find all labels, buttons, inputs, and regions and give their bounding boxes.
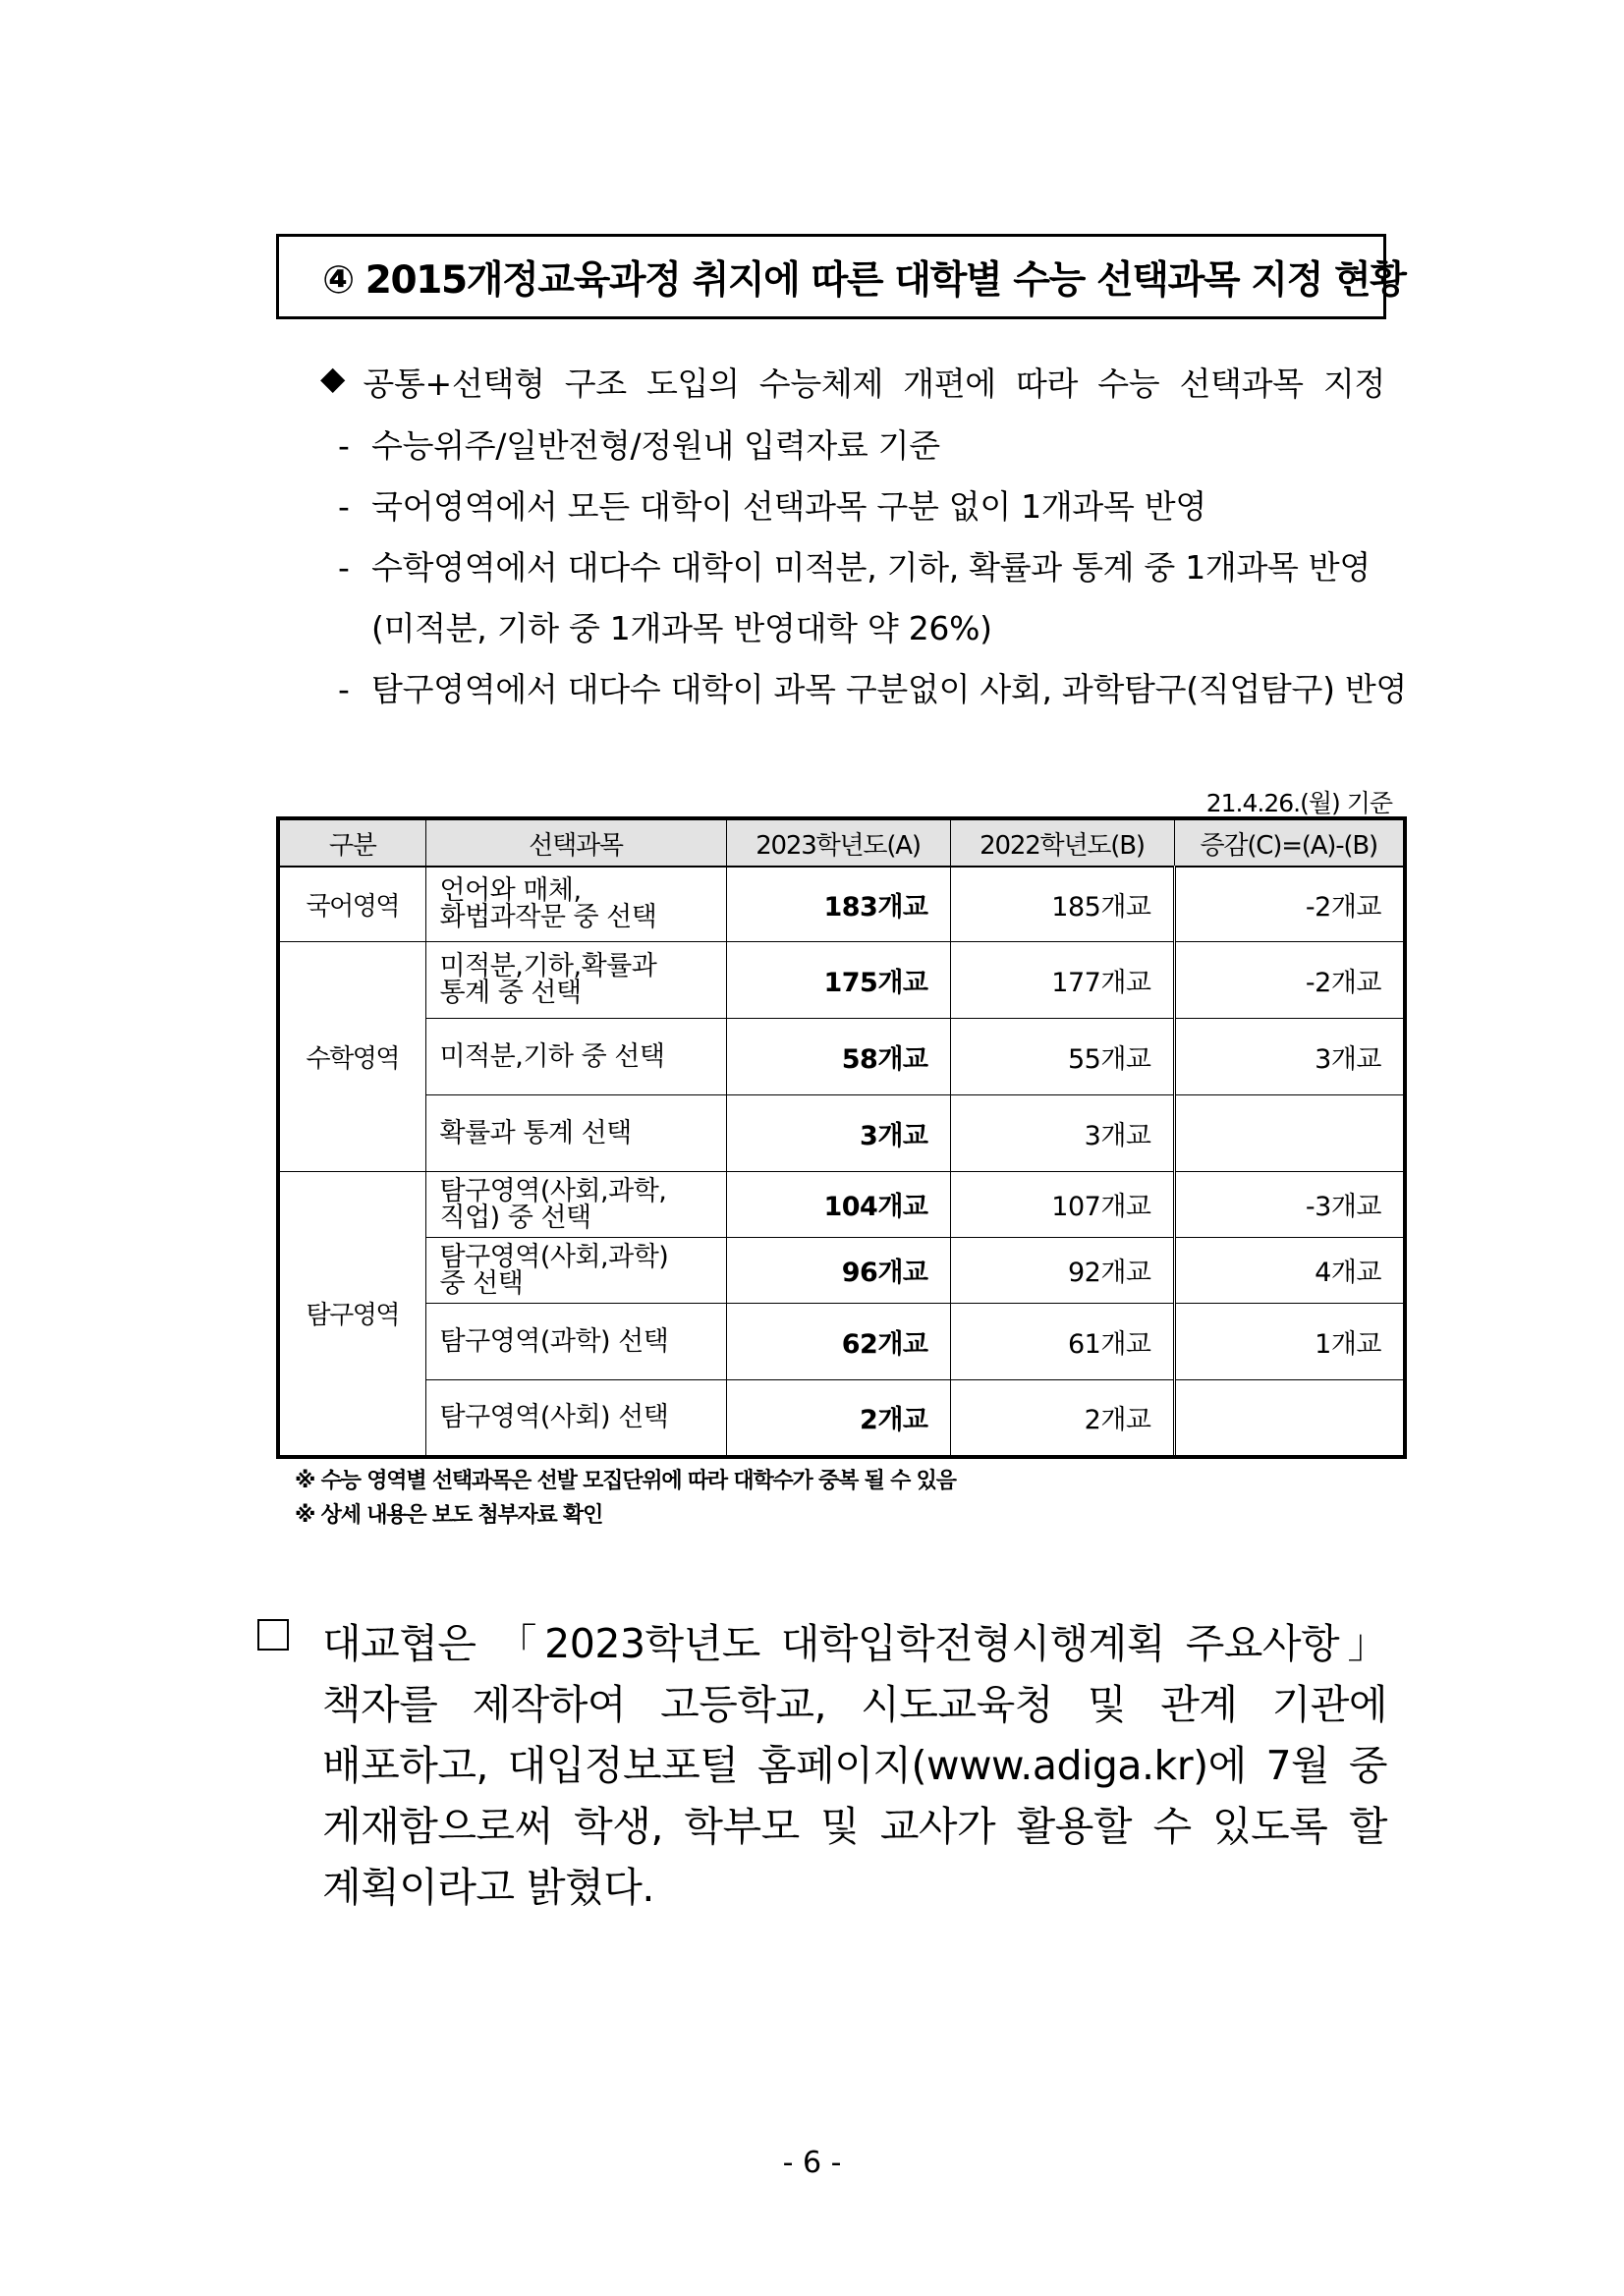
main-bullet [320,359,1385,405]
count-diff [1174,1379,1405,1457]
table-footnote: ※ 수능 영역별 선택과목은 선발 모집단위에 따라 대학수가 중복 될 수 있음 [295,1469,956,1493]
paragraph-line: 배포하고, 대입정보포털 홈페이지(www.adiga.kr)에 7월 중 [322,1742,1387,1789]
header-2022: 2022학년도(B) [950,818,1174,867]
subject-cell [425,1237,726,1303]
count-2022: 55개교 [950,1018,1174,1094]
count-2023: 104개교 [726,1171,950,1237]
header-diff: 증감(C)=(A)-(B) [1174,818,1405,867]
header-subject: 선택과목 [425,818,726,867]
sub-bullet [338,481,1206,528]
count-diff [1174,1094,1405,1171]
subject-cell: 미적분,기하 중 선택 [425,1018,726,1094]
table-row [278,941,1405,1018]
page-number: - 6 - [782,2146,842,2180]
dash-bullet: - [338,670,350,708]
area-korean: 국어영역 [278,867,425,941]
area-math: 수학영역 [278,941,425,1171]
count-2022: 2개교 [950,1379,1174,1457]
paragraph-line: 계획이라고 밝혔다. [322,1864,654,1911]
sub-bullet [338,664,1407,710]
count-2022: 3개교 [950,1094,1174,1171]
header-category: 구분 [278,818,425,867]
count-2023: 96개교 [726,1237,950,1303]
count-diff: -3개교 [1174,1171,1405,1237]
subject-line: 중 선택 [439,1267,524,1299]
table-header-row [278,818,1405,867]
subject-line: 미적분,기하,확률과 [439,951,657,981]
section-title: ④ 2015개정교육과정 취지에 따른 대학별 수능 선택과목 지정 현황 [322,257,1406,303]
sub-bullet-text: 수학영역에서 대다수 대학이 미적분, 기하, 확률과 통계 중 1개과목 반영 [371,548,1371,587]
count-2023: 2개교 [726,1379,950,1457]
table-row [278,1237,1405,1303]
table-row [278,1303,1405,1379]
sub-bullet-text: (미적분, 기하 중 1개과목 반영대학 약 26%) [371,609,992,647]
count-diff: 1개교 [1174,1303,1405,1379]
count-2023: 183개교 [726,867,950,941]
count-diff: 3개교 [1174,1018,1405,1094]
sub-bullet [338,420,940,467]
section-title-box [276,234,1406,319]
paragraph-line: 대교협은 「2023학년도 대학입학전형시행계획 주요사항」 [322,1620,1387,1667]
table-basis-note: 21.4.26.(월) 기준 [1205,789,1392,817]
subject-line: 통계 중 선택 [439,978,582,1008]
count-diff: -2개교 [1174,941,1405,1018]
sub-bullet-text: 수능위주/일반전형/정원내 입력자료 기준 [371,426,940,465]
table-row [278,867,1405,941]
dash-bullet: - [338,426,350,465]
dash-bullet: - [338,548,350,587]
paragraph-line: 책자를 제작하여 고등학교, 시도교육청 및 관계 기관에 [322,1681,1387,1728]
header-2023: 2023학년도(A) [726,818,950,867]
table-footnote: ※ 상세 내용은 보도 첨부자료 확인 [295,1503,603,1528]
subject-cell [425,867,726,941]
subject-line: 탐구영역(사회,과학) [439,1241,669,1272]
sub-bullet [338,542,1371,588]
table-row [278,1171,1405,1237]
count-2023: 58개교 [726,1018,950,1094]
subject-cell: 탐구영역(과학) 선택 [425,1303,726,1379]
sub-bullet-text: 국어영역에서 모든 대학이 선택과목 구분 없이 1개과목 반영 [371,487,1206,526]
subject-line: 언어와 매체, [439,875,582,907]
count-2022: 107개교 [950,1171,1174,1237]
area-inquiry: 탐구영역 [278,1171,425,1457]
table-row [278,1379,1405,1457]
subject-cell: 확률과 통계 선택 [425,1094,726,1171]
table-row [278,1018,1405,1094]
count-2023: 62개교 [726,1303,950,1379]
subject-cell [425,1171,726,1237]
count-2022: 92개교 [950,1237,1174,1303]
count-2022: 185개교 [950,867,1174,941]
subject-cell [425,941,726,1018]
diamond-bullet-icon: ◆ [320,359,346,397]
paragraph-line: 게재함으로써 학생, 학부모 및 교사가 활용할 수 있도록 할 [322,1803,1387,1850]
count-2022: 61개교 [950,1303,1174,1379]
count-2023: 175개교 [726,941,950,1018]
sub-bullet-continuation [371,603,992,649]
count-2022: 177개교 [950,941,1174,1018]
dash-bullet: - [338,487,350,526]
sub-bullet-text: 탐구영역에서 대다수 대학이 과목 구분없이 사회, 과학탐구(직업탐구) 반영 [371,670,1408,708]
subject-cell: 탐구영역(사회) 선택 [425,1379,726,1457]
main-bullet-text: 공통+선택형 구조 도입의 수능체제 개편에 따라 수능 선택과목 지정 [363,364,1385,403]
square-bullet-icon [257,1619,289,1651]
count-diff: -2개교 [1174,867,1405,941]
count-2023: 3개교 [726,1094,950,1171]
count-diff: 4개교 [1174,1237,1405,1303]
subject-line: 직업) 중 선택 [439,1202,591,1233]
selection-subject-table [276,816,1407,1459]
table-row [278,1094,1405,1171]
subject-line: 탐구영역(사회,과학, [439,1175,667,1206]
subject-line: 화법과작문 중 선택 [439,902,657,933]
